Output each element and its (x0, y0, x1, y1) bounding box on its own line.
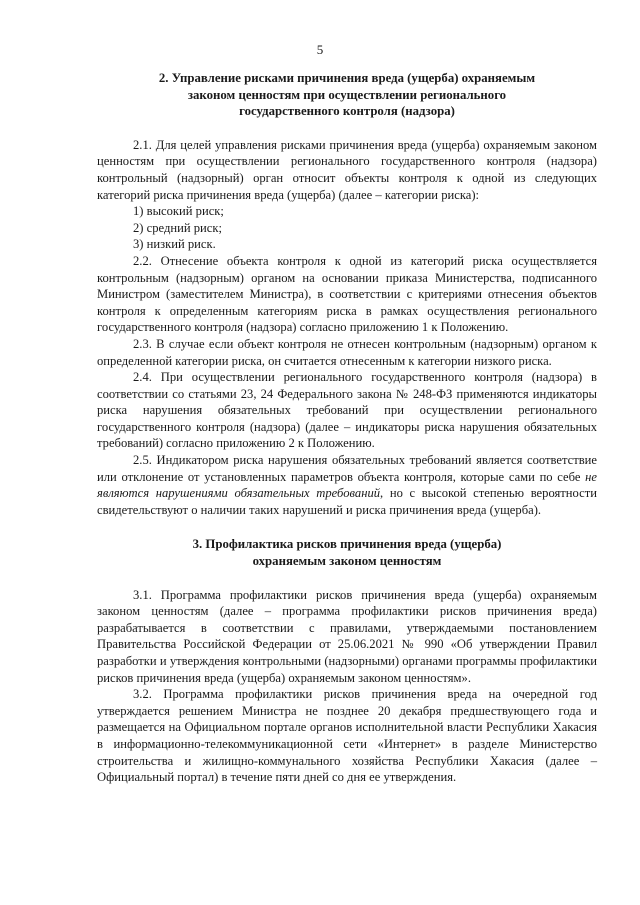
section-2-heading-line: государственного контроля (надзора) (239, 104, 455, 119)
section-3-heading-line: охраняемым законом ценностям (252, 554, 442, 569)
risk-list-item-low: 3) низкий риск. (133, 237, 216, 252)
page-number: 5 (316, 42, 324, 57)
paragraph-3-2: 3.2. Программа профилактики рисков причинения вреда на очередной год утверждается решением Министра не позднее 20 декабря предшествующего года и размещается на Официальном портале органов исполнительной власти Республики Хакасия в информационно-телекоммуникационной сети «Интернет» в разделе Министерство строительства и жилищно-коммунального хозяйства Республики Хакасия (далее – Официальный портал) в течение пяти дней со дня ее утверждения. (97, 687, 597, 785)
paragraph-2-5-emphasis: не являются нарушениями обязательных требований (97, 469, 597, 501)
section-3-heading (97, 536, 597, 569)
paragraph-3-1: 3.1. Программа профилактики рисков причинения вреда (ущерба) охраняемым законом ценностям (далее – программа профилактики рисков причинения вреда) разрабатывается в соответствии с правилами, утверждаемыми постановлением Правительства Российской Федерации от 25.06.2021 № 990 «Об утверждении Правил разработки и утверждения контрольными (надзорными) органами программы профилактики рисков причинения вреда (ущерба) охраняемым законом ценностям». (97, 587, 597, 685)
paragraph-2-3: 2.3. В случае если объект контроля не отнесен контрольным (надзорным) органом к определенной категории риска, он считается отнесенным к категории низкого риска. (97, 336, 597, 368)
paragraph-2-2: 2.2. Отнесение объекта контроля к одной из категорий риска осуществляется контрольным (надзорным) органом на основании приказа Министерства, подписанного Министром (заместителем Министра), в соответствии с критериями отнесения объектов контроля к определенным категориям риска в рамках осуществления регионального государственного контроля (надзора) согласно приложению 1 к Положению. (97, 253, 597, 335)
risk-list-item-medium: 2) средний риск; (133, 220, 222, 235)
paragraph-2-5 (97, 452, 597, 518)
section-2-heading-line: законом ценностям при осуществлении регионального (187, 87, 507, 102)
risk-list-item-high: 1) высокий риск; (133, 204, 224, 219)
document-body (97, 70, 597, 786)
section-2-heading (97, 70, 597, 120)
section-3-heading-line: 3. Профилактика рисков причинения вреда (ущерба) (192, 537, 502, 552)
paragraph-2-1: 2.1. Для целей управления рисками причинения вреда (ущерба) охраняемым законом ценностям при осуществлении регионального государственного контроля (надзора) контрольный (надзорный) орган относит объекты контроля к одной из следующих категорий риска причинения вреда (ущерба) (далее – категории риска): (97, 137, 597, 202)
paragraph-2-5-text: 2.5. Индикатором риска нарушения обязательных требований является соответствие или отклонение от установленных параметров объекта контроля, которые сами по себе (97, 453, 597, 484)
section-2-heading-line: 2. Управление рисками причинения вреда (ущерба) охраняемым (158, 71, 536, 85)
paragraph-2-5-text-end: , но с высокой степенью вероятности свидетельствуют о наличии таких нарушений и риска причинения вреда (ущерба). (97, 486, 597, 517)
paragraph-2-4: 2.4. При осуществлении регионального государственного контроля (надзора) в соответствии со статьями 23, 24 Федерального закона № 248-ФЗ применяются индикаторы риска нарушения обязательных требований при осуществлении регионального государственного контроля (надзора) (далее – индикаторы риска нарушения обязательных требований) согласно приложению 2 к Положению. (97, 370, 597, 451)
